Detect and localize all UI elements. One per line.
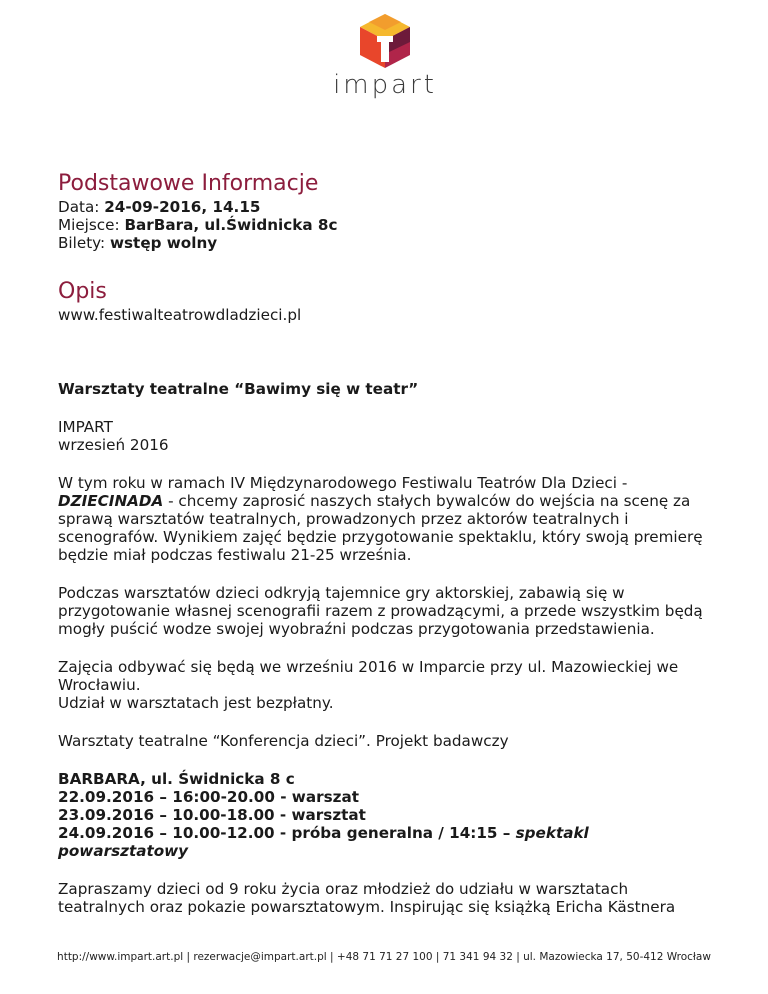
- paragraph-location: Zajęcia odbywać się będą we wrześniu 2016 w Imparcie przy ul. Mazowieckiej we Wrocławiu. Udział w warsztatach jest bezpłatny.: [58, 658, 679, 712]
- paragraph-workshops: Podczas warsztatów dzieci odkryją tajemnice gry aktorskiej, zabawią się w przygotowanie własnej scenografii razem z prowadzącymi, a przede wszystkim będą mogły puścić wodze swojej wyobraźni podczas przygotowania przedstawienia.: [58, 584, 703, 638]
- impart-logo-icon: [355, 14, 415, 70]
- workshop-title: Warsztaty teatralne “Bawimy się w teatr”: [58, 380, 419, 398]
- date-label: Data:: [58, 198, 100, 216]
- website-link[interactable]: www.festiwalteatrowdladzieci.pl: [58, 306, 302, 324]
- date-value: 24-09-2016, 14.15: [104, 198, 261, 216]
- description-heading: Opis: [58, 279, 107, 304]
- tickets-line: [58, 234, 718, 252]
- month: wrzesień 2016: [58, 436, 169, 454]
- place-value: BarBara, ul.Świdnicka 8c: [124, 216, 338, 234]
- logo-wordmark: impart: [333, 70, 437, 100]
- document-content: [58, 170, 718, 916]
- tickets-value: wstęp wolny: [109, 234, 218, 252]
- organizer: IMPART: [58, 418, 113, 436]
- date-line: [58, 198, 718, 216]
- place-label: Miejsce:: [58, 216, 120, 234]
- paragraph-intro: W tym roku w ramach IV Międzynarodowego Festiwalu Teatrów Dla Dzieci - DZIECINADA - chcemy zaprosić naszych stałych bywalców do wejścia na scenę za sprawą warsztatów teatralnych, prowadzonych przez aktorów teatralnych i scenografów. Wynikiem zajęć będzie przygotowanie spektaklu, który swoją premierę będzie miał podczas festiwalu 21-25 września.: [58, 474, 703, 564]
- page-footer: http://www.impart.art.pl | rezerwacje@impart.art.pl | +48 71 71 27 100 | 71 341 94 32 | ul. Mazowiecka 17, 50-412 Wrocław: [57, 951, 711, 963]
- paragraph-project: Warsztaty teatralne “Konferencja dzieci”. Projekt badawczy: [58, 732, 509, 750]
- festival-name: DZIECINADA: [58, 492, 164, 510]
- place-line: [58, 216, 718, 234]
- impart-logo: [330, 14, 440, 100]
- info-heading: Podstawowe Informacje: [58, 171, 319, 196]
- tickets-label: Bilety:: [58, 234, 106, 252]
- paragraph-invite: Zapraszamy dzieci od 9 roku życia oraz młodzież do udziału w warsztatach teatralnych oraz pokazie powarsztatowym. Inspirując się książką Ericha Kästnera: [58, 880, 676, 916]
- schedule: BARBARA, ul. Świdnicka 8 c 22.09.2016 – 16:00-20.00 - warszat 23.09.2016 – 10.00-18.00 - warsztat 24.09.2016 – 10.00-12.00 - próba generalna / 14:15 – spektakl powarsztatowy: [58, 770, 589, 860]
